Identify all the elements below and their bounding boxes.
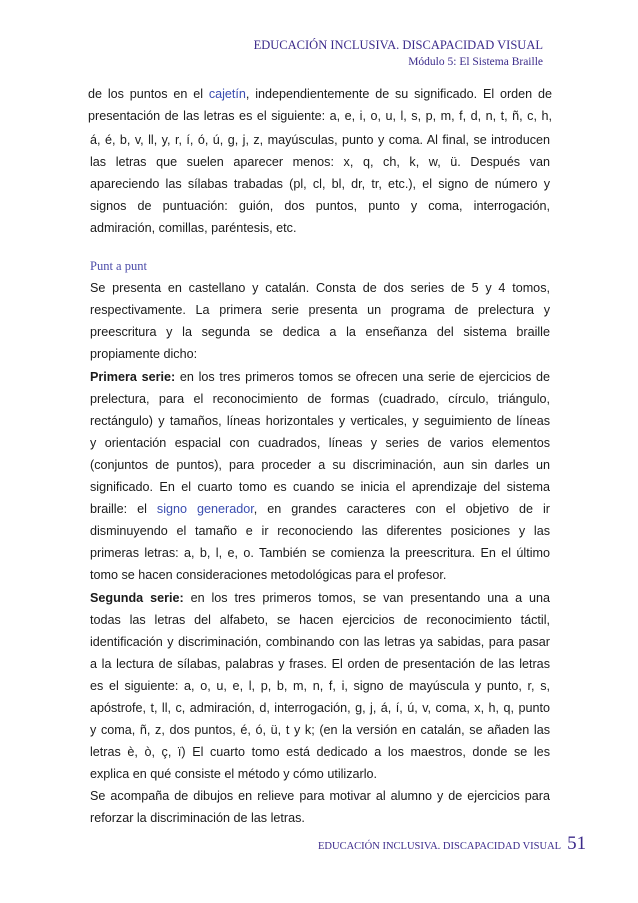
text-line: letras è, ò, ç, ï) El cuarto tomo está dedicado a los maestros, donde se les	[90, 745, 550, 759]
serie-label: Primera serie:	[90, 370, 176, 384]
text-line: y orientación espacial con cuadrados, líneas y series de varios elementos	[90, 436, 550, 450]
text-line: prelectura, para el reconocimiento de formas (cuadrado, círculo, triángulo,	[90, 392, 550, 406]
text-line: propiamente dicho:	[90, 347, 198, 361]
text-line: apareciendo las sílabas trabadas (pl, cl, bl, dr, tr, etc.), el signo de número y	[90, 177, 550, 191]
paragraph-primera-serie	[90, 366, 550, 586]
text-line: y coma, ñ, z, dos puntos, é, ó, ü, t y k; (en la versión en catalán, se añaden las	[90, 723, 550, 737]
text-line: Se presenta en castellano y catalán. Consta de dos series de 5 y 4 tomos,	[90, 281, 550, 295]
page-number: 51	[567, 833, 587, 854]
paragraph-dibujos	[90, 785, 550, 829]
text-line: de los puntos en el cajetín, independientemente de su significado. El orden de	[88, 87, 552, 101]
header-title: EDUCACIÓN INCLUSIVA. DISCAPACIDAD VISUAL	[253, 38, 543, 52]
text-line: admiración, comillas, paréntesis, etc.	[90, 221, 297, 235]
text-line: Se acompaña de dibujos en relieve para motivar al alumno y de ejercicios para	[90, 789, 550, 803]
paragraph-punt-a-punt	[90, 277, 550, 365]
text-line: primeras letras: a, b, l, e, o. También se comienza la preescritura. En el último	[90, 546, 550, 560]
text-line: identificación y discriminación, combinando con las letras ya sabidas, para pasar	[90, 635, 550, 649]
text-line: Segunda serie: en los tres primeros tomos, se van presentando una a una	[90, 591, 550, 605]
text-line: presentación de las letras es el siguiente: a, e, i, o, u, l, s, p, m, f, d, n, t, ñ, c, h,	[88, 109, 552, 123]
footer-title: EDUCACIÓN INCLUSIVA. DISCAPACIDAD VISUAL	[318, 841, 562, 852]
text-line: signos de puntuación: guión, dos puntos, punto y coma, interrogación,	[90, 199, 550, 213]
text-line: Primera serie: en los tres primeros tomos se ofrecen una serie de ejercicios de	[90, 370, 550, 384]
text-line: es el siguiente: a, o, u, e, l, p, b, m, n, f, i, signo de mayúscula y punto, r, s,	[90, 679, 550, 693]
page-footer	[318, 833, 587, 857]
text-line: las letras que suelen aparecer menos: x, q, ch, k, w, ü. Después van	[90, 155, 550, 169]
paragraph-order	[90, 129, 550, 239]
text-line: respectivamente. La primera serie presenta un programa de prelectura y	[90, 303, 550, 317]
text-line: a la lectura de sílabas, palabras y frases. El orden de presentación de las letras	[90, 657, 550, 671]
text-line: reforzar la discriminación de las letras.	[90, 811, 305, 825]
text-line: tomo se hacen consideraciones metodológicas para el profesor.	[90, 568, 447, 582]
text-line: significado. En el cuarto tomo es cuando se inicia el aprendizaje del sistema	[90, 480, 550, 494]
section-title: Punt a punt	[90, 259, 147, 273]
serie-label: Segunda serie:	[90, 591, 184, 605]
link-signo-generador[interactable]: signo generador	[156, 502, 254, 516]
text-line: á, é, b, v, ll, y, r, í, ó, ú, g, j, z, mayúsculas, punto y coma. Al final, se introducen	[90, 133, 550, 147]
link-cajetin[interactable]: cajetín	[208, 87, 246, 101]
text-line: (conjuntos de puntos), para proceder a su discriminación, aun sin darles un	[90, 458, 550, 472]
text-line: preescritura y la segunda se dedica a la enseñanza del sistema braille	[90, 325, 550, 339]
text-line: todas las letras del alfabeto, se hacen ejercicios de reconocimiento táctil,	[90, 613, 550, 627]
text-line: disminuyendo el tamaño e ir reconociendo las diferentes posiciones y las	[90, 524, 550, 538]
paragraph-segunda-serie	[90, 587, 550, 785]
intro-paragraph	[88, 83, 552, 127]
header-subtitle: Módulo 5: El Sistema Braille	[408, 56, 543, 68]
text-line: apóstrofe, t, ll, c, admiración, d, interrogación, g, j, á, í, ú, v, coma, x, h, q, punto	[90, 701, 550, 715]
text-line: explica en qué consiste el método y cómo utilizarlo.	[90, 767, 378, 781]
text-line: braille: el signo generador, en grandes caracteres con el objetivo de ir	[90, 502, 550, 516]
text-line: rectángulo) y tamaños, líneas horizontales y verticales, y seguimiento de líneas	[90, 414, 550, 428]
